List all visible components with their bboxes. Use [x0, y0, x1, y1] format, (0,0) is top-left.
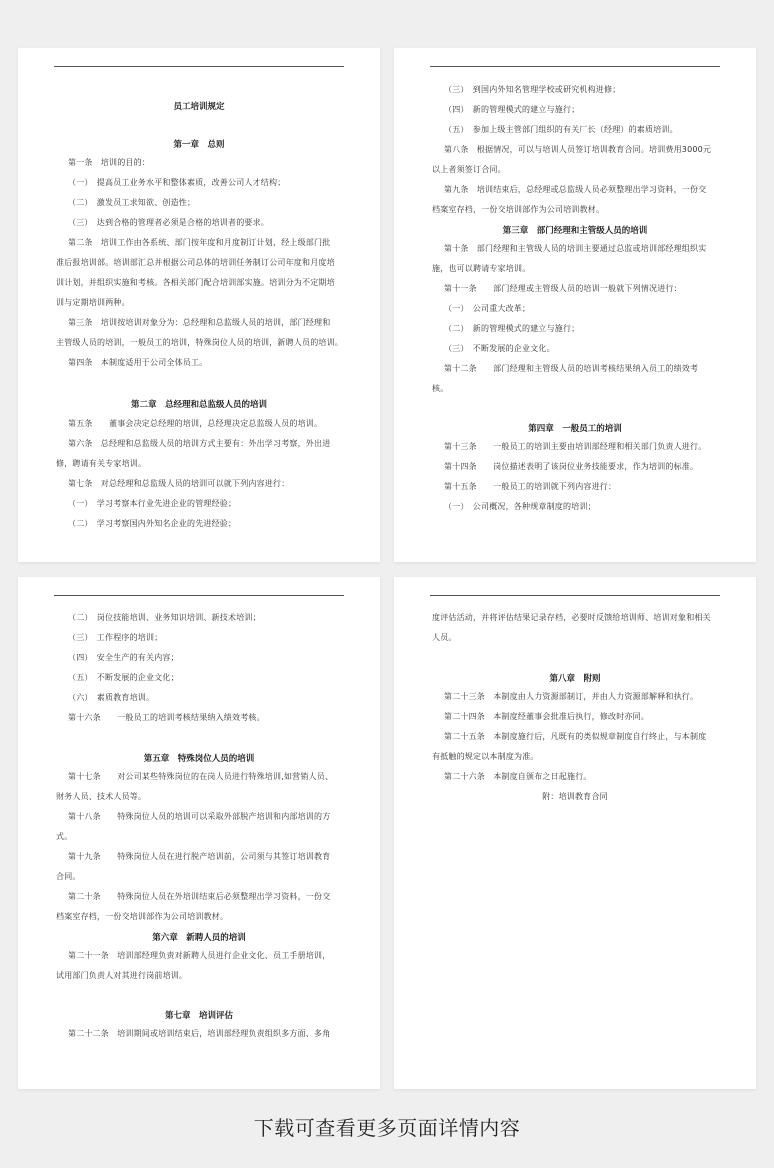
article-line: 第二十四条 本制度经董事会批准后执行，修改时亦同。: [444, 712, 649, 721]
article-line: 准后报培训部。培训部汇总并根据公司总体的培训任务制订公司年度和月度培: [56, 258, 335, 267]
chapter-heading: 第六章 新聘人员的培训: [152, 933, 246, 943]
article-line: 以上者须签订合同。: [432, 165, 506, 174]
document-page-2: [394, 48, 756, 562]
list-line: （四） 新的管理模式的建立与施行；: [444, 105, 580, 114]
article-line: 训与定期培训两种。: [56, 298, 130, 307]
document-page-1: [18, 48, 380, 562]
appendix-line: 附：培训教育合同: [542, 792, 608, 801]
list-line: （一） 提高员工业务水平和整体素质，改善公司人才结构；: [68, 178, 286, 187]
article-line: 第二条 培训工作由各系统、部门按年度和月度制订计划，经上级部门批: [68, 238, 331, 247]
article-line: 第十二条 部门经理和主管级人员的培训考核结果纳入员工的绩效考: [444, 364, 699, 373]
article-line: 主管级人员的培训，一般员工的培训，特殊岗位人员的培训，新聘人员的培训。: [56, 338, 343, 347]
article-line: 第五条 董事会决定总经理的培训，总经理决定总监级人员的培训。: [68, 419, 323, 428]
article-line: 第十三条 一般员工的培训主要由培训部经理和相关部门负责人进行。: [444, 442, 707, 451]
article-line: 修，聘请有关专家培训。: [56, 459, 147, 468]
list-line: （二） 新的管理模式的建立与施行；: [444, 324, 580, 333]
list-line: （三） 到国内外知名管理学校或研究机构进修；: [444, 85, 621, 94]
list-line: （三） 工作程序的培训；: [68, 633, 163, 642]
list-line: （六） 素质教育培训。: [68, 693, 155, 702]
article-line: 核。: [432, 384, 449, 393]
article-line: 第十一条 部门经理或主管级人员的培训一般就下列情况进行：: [444, 284, 682, 293]
article-line: 第二十一条 培训部经理负责对新聘人员进行企业文化、员工手册培训，: [68, 951, 331, 960]
article-line: 第三条 培训按培训对象分为：总经理和总监级人员的培训，部门经理和: [68, 318, 331, 327]
chapter-heading: 第五章 特殊岗位人员的培训: [143, 754, 255, 764]
list-line: （一） 公司概况，各种规章制度的培训；: [444, 502, 596, 511]
article-line: 第七条 对总经理和总监级人员的培训可以就下列内容进行：: [68, 479, 290, 488]
document-title: 员工培训规定: [173, 102, 225, 112]
article-line: 第二十二条 培训期间或培训结束后，培训部经理负责组织多方面、多角: [68, 1029, 331, 1038]
article-line: 第八条 根据情况，可以与培训人员签订培训教育合同。培训费用3000元: [444, 145, 712, 154]
article-line: 度评估活动，并将评估结果记录存档，必要时反馈给培训师、培训对象和相关: [432, 613, 711, 622]
article-line: 式。: [56, 832, 73, 841]
article-line: 第十四条 岗位描述表明了该岗位业务技能要求，作为培训的标准。: [444, 462, 699, 471]
article-line: 训计划，并组织实施和考核。各相关部门配合培训部实施。培训分为不定期培: [56, 278, 335, 287]
list-line: （二） 学习考察国内外知名企业的先进经验；: [68, 519, 237, 528]
list-line: （三） 不断发展的企业文化。: [444, 344, 555, 353]
article-line: 档案室存档，一份交培训部作为公司培训教材。: [56, 912, 229, 921]
article-line: 第一条 培训的目的：: [68, 158, 150, 167]
article-line: 施，也可以聘请专家培训。: [432, 264, 531, 273]
article-line: 第十八条 特殊岗位人员的培训可以采取外部脱产培训和内部培训的方: [68, 812, 331, 821]
document-page-3: [18, 577, 380, 1089]
chapter-heading: 第八章 附则: [549, 674, 601, 684]
article-line: 财务人员、技术人员等。: [56, 792, 147, 801]
list-line: （一） 公司重大改革；: [444, 304, 531, 313]
list-line: （二） 激发员工求知欲、创造性；: [68, 198, 196, 207]
list-line: （五） 参加上级主管部门组织的有关厂长（经理）的素质培训。: [444, 125, 678, 134]
list-line: （四） 安全生产的有关内容；: [68, 653, 179, 662]
article-line: 第二十三条 本制度由人力资源部制订，并由人力资源部解释和执行。: [444, 692, 699, 701]
article-line: 人员。: [432, 633, 457, 642]
chapter-heading: 第三章 部门经理和主管级人员的培训: [502, 226, 648, 236]
document-page-4: [394, 577, 756, 1089]
article-line: 第六条 总经理和总监级人员的培训方式主要有：外出学习考察，外出进: [68, 439, 331, 448]
article-line: 第十六条 一般员工的培训考核结果纳入绩效考核。: [68, 713, 265, 722]
list-line: （一） 学习考察本行业先进企业的管理经验；: [68, 499, 237, 508]
article-line: 第二十五条 本制度施行后，凡既有的类似规章制度自行终止，与本制度: [444, 732, 707, 741]
article-line: 第十七条 对公司某些特殊岗位的在岗人员进行特殊培训,如营销人员、: [68, 772, 334, 781]
article-line: 第九条 培训结束后，总经理或总监级人员必须整理出学习资料，一份交: [444, 185, 707, 194]
list-line: （五） 不断发展的企业文化；: [68, 673, 179, 682]
article-line: 合同。: [56, 872, 81, 881]
article-line: 试用部门负责人对其进行岗前培训。: [56, 971, 188, 980]
download-more-caption: 下载可查看更多页面详情内容: [253, 1116, 521, 1140]
chapter-heading: 第二章 总经理和总监级人员的培训: [130, 400, 267, 410]
article-line: 有抵触的规定以本制度为准。: [432, 752, 539, 761]
article-line: 第四条 本制度适用于公司全体员工。: [68, 358, 208, 367]
list-line: （二） 岗位技能培训、业务知识培训、新技术培训；: [68, 613, 261, 622]
article-line: 第十九条 特殊岗位人员在进行脱产培训前，公司须与其签订培训教育: [68, 852, 331, 861]
list-line: （三） 达到合格的管理者必须是合格的培训者的要求。: [68, 218, 269, 227]
chapter-heading: 第四章 一般员工的培训: [528, 424, 622, 434]
article-line: 第二十条 特殊岗位人员在外培训结束后必须整理出学习资料，一份交: [68, 892, 331, 901]
article-line: 第十条 部门经理和主管级人员的培训主要通过总监或培训部经理组织实: [444, 244, 707, 253]
chapter-heading: 第七章 培训评估: [164, 1011, 233, 1021]
chapter-heading: 第一章 总则: [173, 140, 225, 150]
article-line: 第二十六条 本制度自颁布之日起施行。: [444, 772, 592, 781]
article-line: 档案室存档，一份交培训部作为公司培训教材。: [432, 205, 605, 214]
article-line: 第十五条 一般员工的培训就下列内容进行：: [444, 482, 617, 491]
